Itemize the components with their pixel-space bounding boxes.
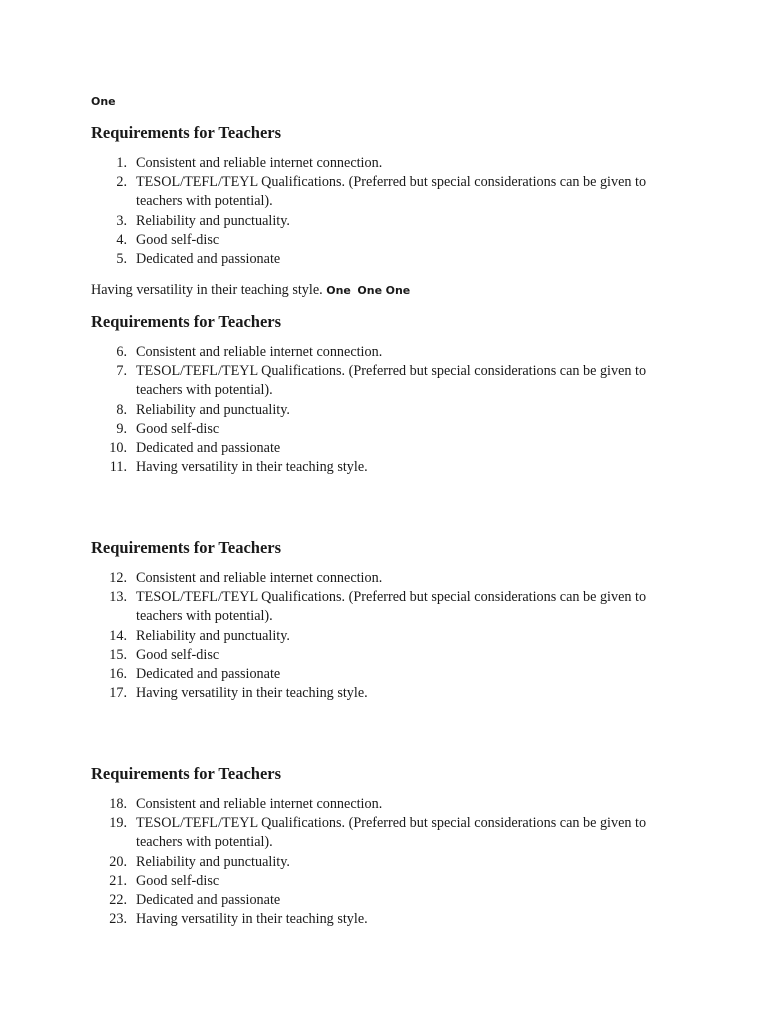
list-item: 18. Consistent and reliable internet connection. [109, 796, 383, 812]
list-item: 12. Consistent and reliable internet connection. [109, 570, 383, 586]
list-item: 9. Good self-disc [116, 420, 220, 437]
requirements-list [0, 154, 768, 269]
list-item: 11. Having versatility in their teaching style. [109, 459, 368, 476]
list-item: 23. Having versatility in their teaching style. [109, 911, 368, 928]
list-item: 15. Good self-disc [109, 646, 220, 663]
inline-tag: One [385, 284, 411, 297]
list-item: 21. Good self-disc [109, 872, 220, 889]
section-heading: Requirements for Teachers [91, 312, 282, 331]
list-item: 14. Reliability and punctuality. [109, 627, 290, 644]
requirements-list [0, 343, 768, 477]
list-item: 22. Dedicated and passionate [109, 892, 281, 909]
list-item: 6. Consistent and reliable internet connection. [116, 344, 383, 360]
list-item: 10. Dedicated and passionate [109, 440, 281, 457]
list-item: 5. Dedicated and passionate [116, 251, 281, 268]
list-item: 8. Reliability and punctuality. [116, 401, 290, 418]
list-item: 17. Having versatility in their teaching style. [109, 685, 368, 702]
list-item: 7. TESOL/TEFL/TEYL Qualifications. (Preferred but special considerations can be given to teachers with potential). [116, 363, 647, 399]
inline-tag: One [357, 284, 383, 297]
section-heading: Requirements for Teachers [91, 538, 282, 557]
inline-tag: One [326, 284, 351, 297]
list-item: 13. TESOL/TEFL/TEYL Qualifications. (Preferred but special considerations can be given to teachers with potential). [109, 589, 647, 625]
list-item: 1. Consistent and reliable internet connection. [116, 155, 383, 171]
section-heading: Requirements for Teachers [91, 123, 282, 142]
list-item: 4. Good self-disc [116, 231, 220, 248]
top-label: One [91, 95, 116, 108]
list-item: 20. Reliability and punctuality. [109, 853, 290, 870]
standalone-paragraph [91, 281, 410, 300]
list-item: 2. TESOL/TEFL/TEYL Qualifications. (Preferred but special considerations can be given to teachers with potential). [116, 174, 647, 210]
requirements-list [0, 569, 768, 703]
list-item: 19. TESOL/TEFL/TEYL Qualifications. (Preferred but special considerations can be given to teachers with potential). [109, 815, 647, 851]
list-item: 16. Dedicated and passionate [109, 666, 281, 683]
requirements-list [0, 795, 768, 929]
section-heading: Requirements for Teachers [91, 764, 282, 783]
paragraph-text: Having versatility in their teaching style. [91, 282, 323, 298]
list-item: 3. Reliability and punctuality. [116, 212, 290, 229]
